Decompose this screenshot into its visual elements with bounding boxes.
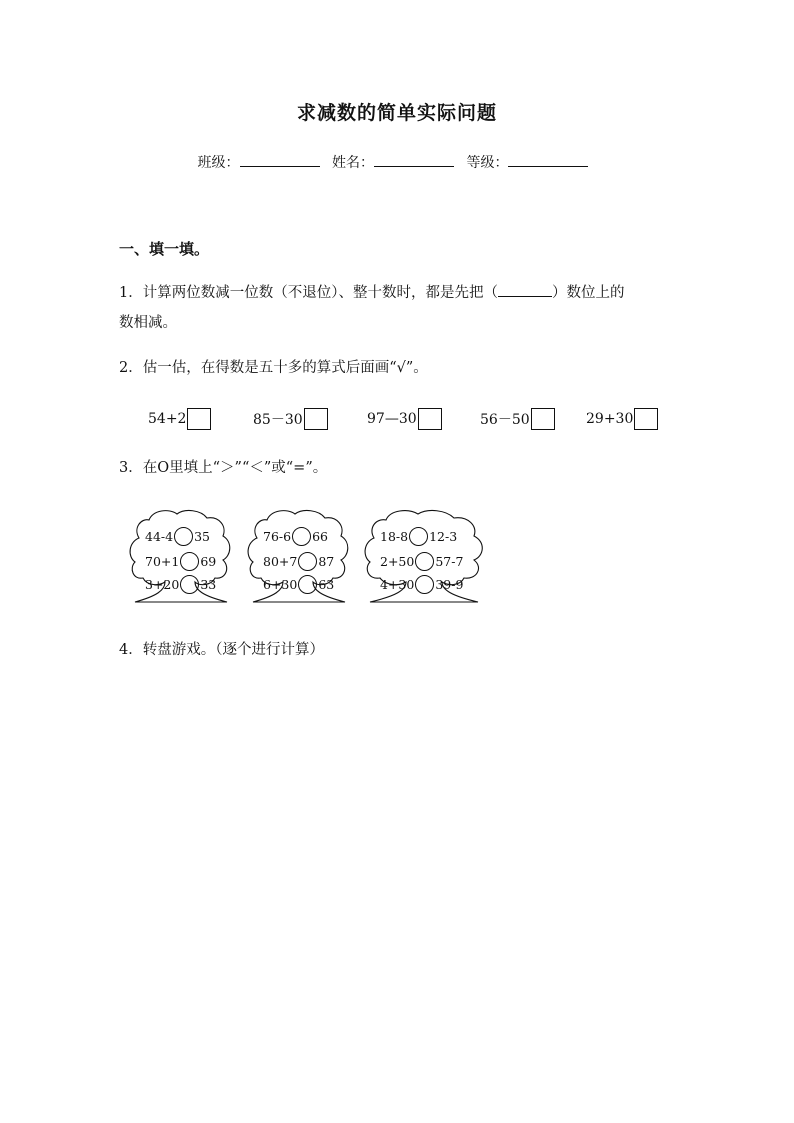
- answer-box[interactable]: [418, 408, 442, 430]
- q1-text-b: ）数位上的: [551, 285, 625, 301]
- name-label: 姓名：: [332, 155, 374, 171]
- left-expr: 80+7: [263, 553, 298, 569]
- question-1: [119, 278, 624, 338]
- expression: 29+30: [586, 411, 634, 427]
- q1-answer-blank[interactable]: [498, 282, 552, 297]
- estimate-item: [367, 408, 442, 430]
- estimate-item: [253, 408, 328, 430]
- expression: 56－50: [480, 412, 530, 428]
- grade-label: 等级：: [466, 155, 509, 171]
- left-expr: 3+20: [145, 576, 180, 592]
- grade-blank[interactable]: [508, 152, 588, 167]
- class-blank[interactable]: [240, 152, 320, 167]
- page-title: 求减数的简单实际问题: [296, 102, 497, 124]
- expression: 85－30: [253, 412, 303, 428]
- right-expr: 63: [318, 576, 335, 592]
- estimate-item: [480, 408, 555, 430]
- answer-box[interactable]: [304, 408, 328, 430]
- compare-circle[interactable]: [174, 527, 193, 546]
- compare-circle[interactable]: [298, 552, 317, 571]
- compare-tree: [245, 506, 353, 606]
- left-expr: 2+50: [380, 553, 415, 569]
- question-2: 2．估一估，在得数是五十多的算式后面画“√”。: [119, 360, 428, 376]
- left-expr: 6+30: [263, 576, 298, 592]
- compare-circle[interactable]: [292, 527, 311, 546]
- right-expr: 57-7: [435, 553, 464, 569]
- question-4: 4．转盘游戏。（逐个进行计算）: [119, 642, 324, 658]
- right-expr: 33: [200, 576, 217, 592]
- left-expr: 18-8: [380, 528, 409, 544]
- student-info-line: [0, 152, 794, 172]
- right-expr: 35: [194, 528, 210, 544]
- question-3: 3．在O里填上“＞”“＜”或“=”。: [119, 460, 328, 476]
- right-expr: 12-3: [429, 528, 458, 544]
- left-expr: 44-4: [145, 528, 174, 544]
- left-expr: 70+1: [145, 553, 180, 569]
- section-heading: 一、填一填。: [119, 240, 210, 258]
- estimate-item: [148, 408, 211, 430]
- compare-circle[interactable]: [298, 575, 317, 594]
- answer-box[interactable]: [634, 408, 658, 430]
- right-expr: 39-9: [435, 576, 464, 592]
- right-expr: 87: [318, 553, 335, 569]
- right-expr: 66: [312, 528, 328, 544]
- answer-box[interactable]: [187, 408, 211, 430]
- right-expr: 69: [200, 553, 217, 569]
- q1-text-a: 1．计算两位数减一位数（不退位）、整十数时，都是先把（: [119, 285, 498, 301]
- compare-circle[interactable]: [180, 552, 199, 571]
- compare-circle[interactable]: [180, 575, 199, 594]
- compare-circle[interactable]: [415, 575, 434, 594]
- name-blank[interactable]: [374, 152, 454, 167]
- class-label: 班级：: [197, 155, 240, 171]
- compare-circle[interactable]: [415, 552, 434, 571]
- left-expr: 76-6: [263, 528, 292, 544]
- answer-box[interactable]: [531, 408, 555, 430]
- estimate-item: [586, 408, 658, 430]
- compare-tree: [362, 506, 488, 606]
- q1-text-line2: 数相减。: [119, 315, 177, 331]
- left-expr: 4+30: [380, 576, 415, 592]
- compare-circle[interactable]: [409, 527, 428, 546]
- compare-tree: [127, 506, 235, 606]
- expression: 97—30: [367, 411, 417, 427]
- expression: 54+2: [148, 411, 187, 427]
